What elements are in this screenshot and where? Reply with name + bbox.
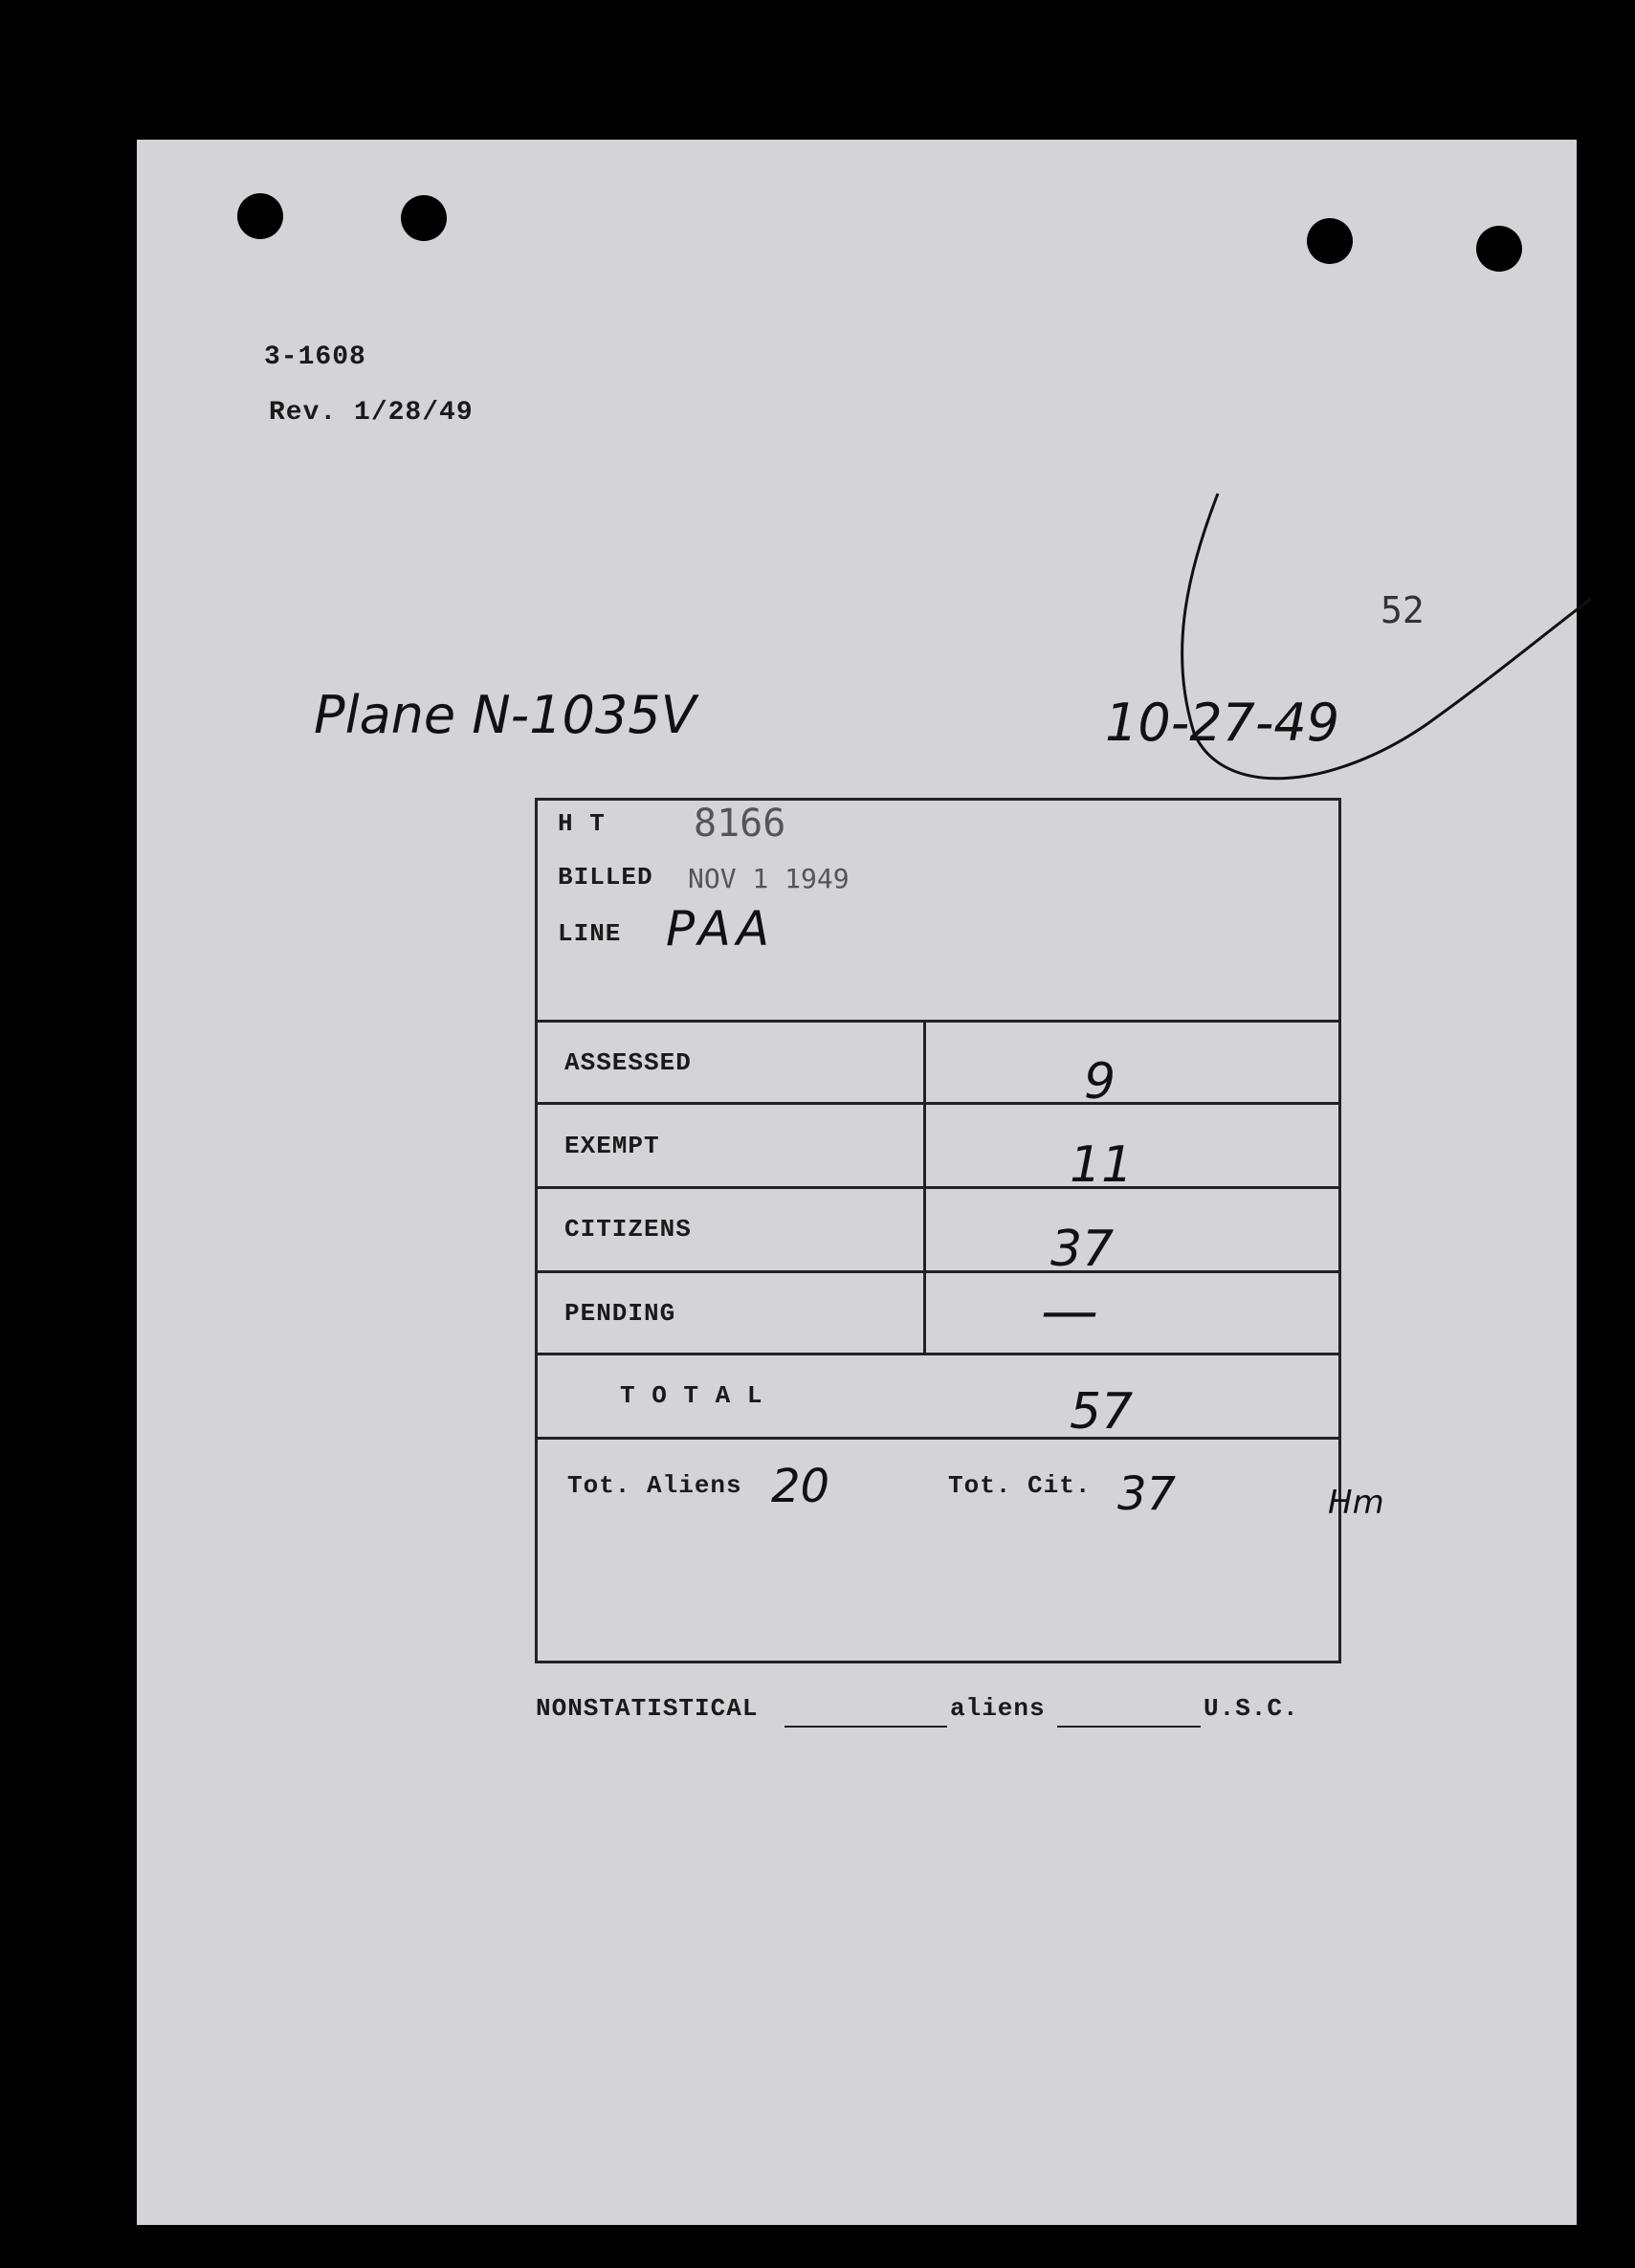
box-top-border: [535, 798, 1341, 801]
plane-id: Plane N-1035V: [314, 685, 696, 745]
ht-label: H T: [558, 809, 606, 838]
exempt-value: 11: [1070, 1136, 1134, 1194]
initials-signature: Hm: [1328, 1484, 1384, 1522]
document-sheet: [137, 140, 1577, 2225]
citizens-value: 37: [1050, 1221, 1115, 1278]
nonstatistical-usc-blank: [1057, 1726, 1201, 1728]
usc-label: U.S.C.: [1204, 1694, 1299, 1723]
assessed-value: 9: [1084, 1053, 1116, 1111]
column-divider: [923, 1020, 926, 1354]
exempt-label: EXEMPT: [564, 1132, 660, 1160]
row-divider-5: [535, 1437, 1341, 1440]
punch-hole-left-2: [401, 195, 447, 241]
pending-label: PENDING: [564, 1299, 676, 1328]
total-value: 57: [1070, 1383, 1134, 1441]
billed-label: BILLED: [558, 863, 653, 892]
total-aliens-label: Tot. Aliens: [567, 1471, 742, 1500]
row-divider-1: [535, 1102, 1341, 1105]
ht-number: 8166: [694, 802, 786, 846]
form-number: 3-1608: [264, 342, 366, 372]
punch-hole-right-2: [1476, 226, 1522, 272]
nonstatistical-aliens-blank: [784, 1726, 947, 1728]
box-right-border: [1338, 798, 1341, 1663]
citizens-label: CITIZENS: [564, 1215, 692, 1244]
row-divider-3: [535, 1270, 1341, 1273]
row-divider-2: [535, 1186, 1341, 1189]
line-label: LINE: [558, 919, 622, 948]
box-bottom-border: [535, 1661, 1341, 1663]
assessed-label: ASSESSED: [564, 1048, 692, 1077]
header-divider: [535, 1020, 1341, 1023]
form-revision: Rev. 1/28/49: [269, 398, 474, 428]
box-left-border: [535, 798, 538, 1663]
punch-hole-left-1: [237, 193, 283, 239]
pending-value: —: [1041, 1278, 1098, 1345]
line-value: PAA: [666, 901, 776, 957]
aliens-label: aliens: [950, 1694, 1046, 1723]
total-label: T O T A L: [620, 1381, 763, 1410]
total-citizens-label: Tot. Cit.: [948, 1471, 1092, 1500]
flight-date: 10-27-49: [1105, 693, 1340, 753]
punch-hole-right-1: [1307, 218, 1353, 264]
billed-date-stamp: NOV 1 1949: [688, 863, 850, 894]
total-citizens-value: 37: [1117, 1467, 1177, 1521]
nonstatistical-label: NONSTATISTICAL: [536, 1694, 759, 1723]
total-aliens-value: 20: [771, 1460, 830, 1513]
page-number: 52: [1381, 589, 1425, 631]
row-divider-4: [535, 1353, 1341, 1355]
